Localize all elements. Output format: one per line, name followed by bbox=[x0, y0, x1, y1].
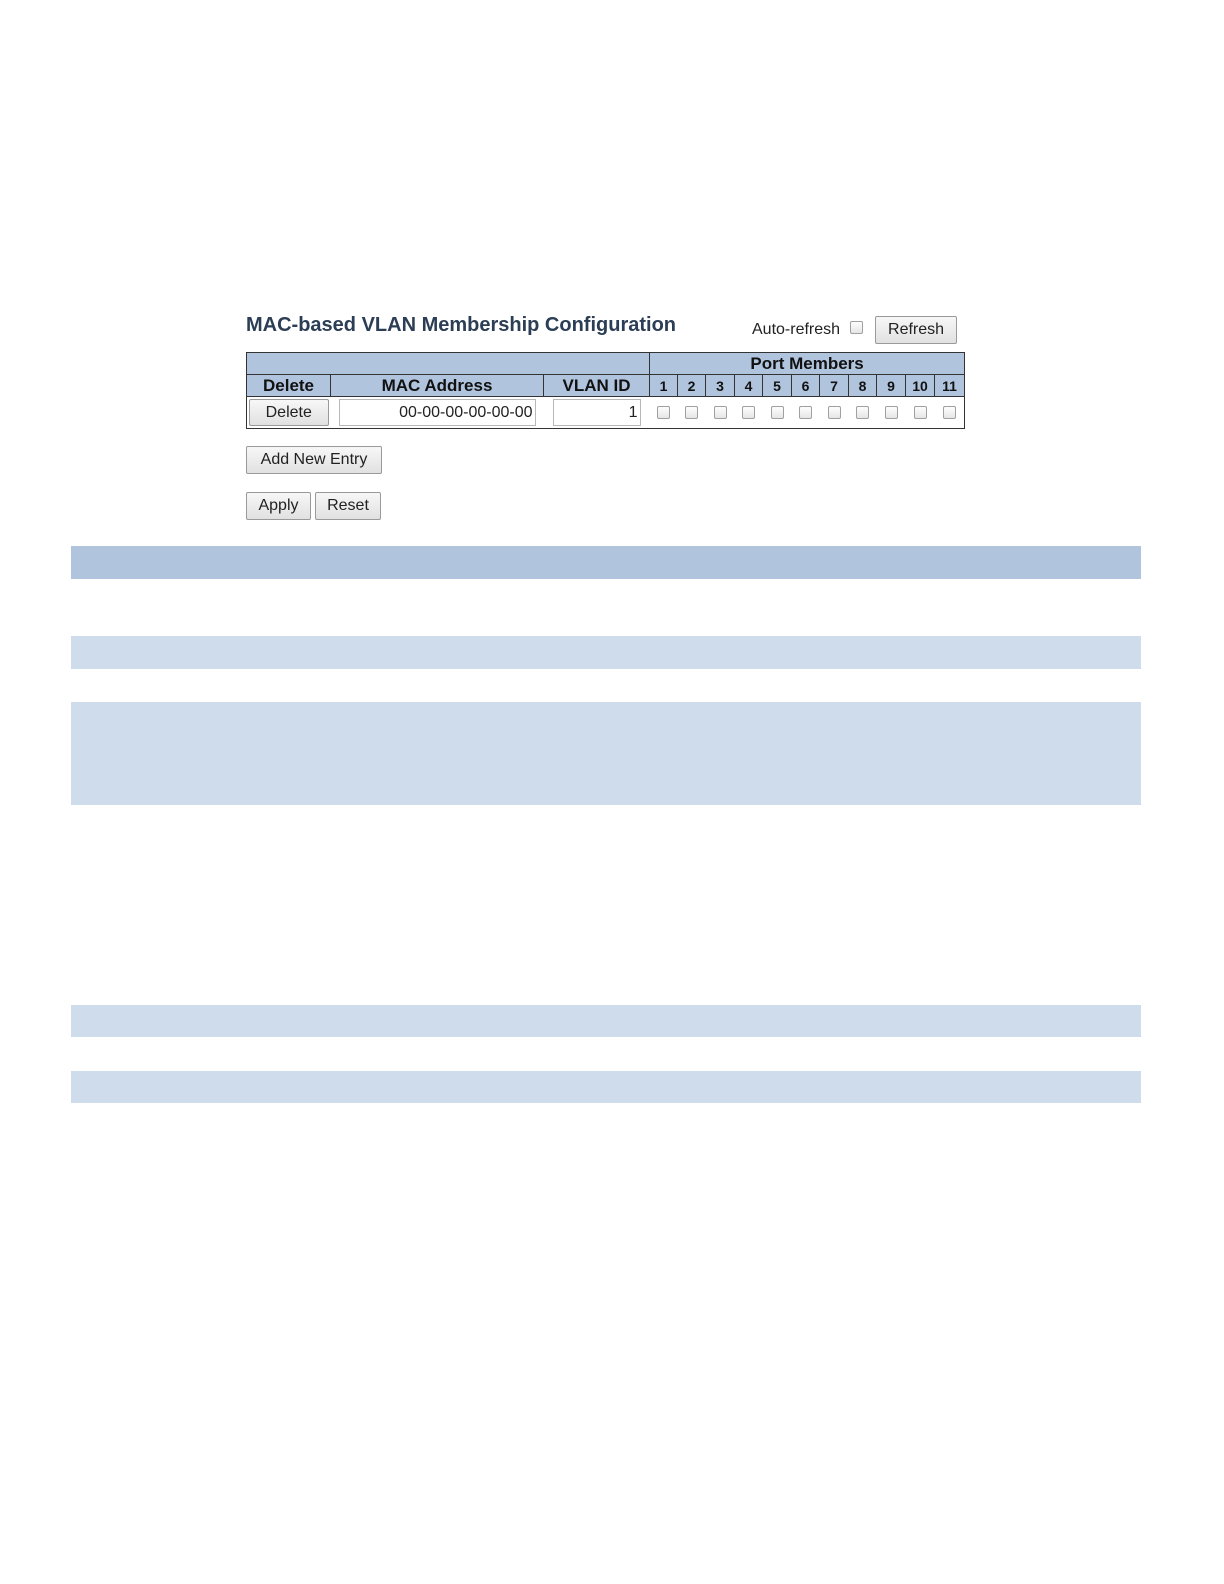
header-port-members: Port Members bbox=[650, 353, 965, 375]
header-row-top bbox=[247, 353, 965, 375]
cell-port-10 bbox=[906, 397, 935, 429]
cell-delete bbox=[247, 397, 331, 429]
cell-port-3 bbox=[706, 397, 735, 429]
mac-address-input[interactable] bbox=[339, 399, 536, 426]
table-body bbox=[247, 397, 965, 429]
header-port-11: 11 bbox=[935, 375, 965, 397]
content-band-header bbox=[71, 546, 1141, 579]
cell-mac-address bbox=[331, 397, 544, 429]
add-new-entry-button[interactable]: Add New Entry bbox=[246, 446, 382, 474]
header-port-6: 6 bbox=[792, 375, 820, 397]
vlan-id-input[interactable] bbox=[553, 399, 641, 426]
header-port-1: 1 bbox=[650, 375, 678, 397]
port-4-checkbox[interactable] bbox=[742, 406, 755, 419]
reset-button[interactable]: Reset bbox=[315, 492, 381, 520]
port-1-checkbox[interactable] bbox=[657, 406, 670, 419]
content-band-3 bbox=[71, 1005, 1141, 1037]
cell-port-5 bbox=[763, 397, 792, 429]
port-5-checkbox[interactable] bbox=[771, 406, 784, 419]
content-band-4 bbox=[71, 1071, 1141, 1103]
port-10-checkbox[interactable] bbox=[914, 406, 927, 419]
auto-refresh-label: Auto-refresh bbox=[752, 321, 841, 338]
port-11-checkbox[interactable] bbox=[943, 406, 956, 419]
table-row bbox=[247, 397, 965, 429]
apply-button[interactable]: Apply bbox=[246, 492, 311, 520]
header-port-7: 7 bbox=[820, 375, 849, 397]
page-title: MAC-based VLAN Membership Configuration bbox=[246, 314, 677, 336]
refresh-controls bbox=[752, 316, 957, 344]
header-blank bbox=[247, 353, 650, 375]
content-band-1 bbox=[71, 636, 1141, 669]
port-9-checkbox[interactable] bbox=[885, 406, 898, 419]
header-row-columns bbox=[247, 375, 965, 397]
header-delete: Delete bbox=[247, 375, 331, 397]
port-2-checkbox[interactable] bbox=[685, 406, 698, 419]
cell-port-11 bbox=[935, 397, 965, 429]
header-port-10: 10 bbox=[906, 375, 935, 397]
port-3-checkbox[interactable] bbox=[714, 406, 727, 419]
cell-port-4 bbox=[735, 397, 763, 429]
port-6-checkbox[interactable] bbox=[799, 406, 812, 419]
header-port-4: 4 bbox=[735, 375, 763, 397]
header-port-3: 3 bbox=[706, 375, 735, 397]
mac-vlan-table bbox=[246, 352, 965, 429]
header-port-9: 9 bbox=[877, 375, 906, 397]
content-band-2 bbox=[71, 702, 1141, 805]
cell-port-7 bbox=[820, 397, 849, 429]
port-8-checkbox[interactable] bbox=[856, 406, 869, 419]
cell-vlan-id bbox=[544, 397, 650, 429]
header-mac-address: MAC Address bbox=[331, 375, 544, 397]
header-port-5: 5 bbox=[763, 375, 792, 397]
delete-row-button[interactable]: Delete bbox=[249, 399, 329, 426]
cell-port-2 bbox=[678, 397, 706, 429]
cell-port-1 bbox=[650, 397, 678, 429]
header-vlan-id: VLAN ID bbox=[544, 375, 650, 397]
header-port-2: 2 bbox=[678, 375, 706, 397]
port-7-checkbox[interactable] bbox=[828, 406, 841, 419]
cell-port-8 bbox=[849, 397, 877, 429]
header-port-8: 8 bbox=[849, 375, 877, 397]
auto-refresh-checkbox[interactable] bbox=[850, 321, 863, 334]
cell-port-6 bbox=[792, 397, 820, 429]
refresh-button[interactable]: Refresh bbox=[875, 316, 957, 344]
cell-port-9 bbox=[877, 397, 906, 429]
